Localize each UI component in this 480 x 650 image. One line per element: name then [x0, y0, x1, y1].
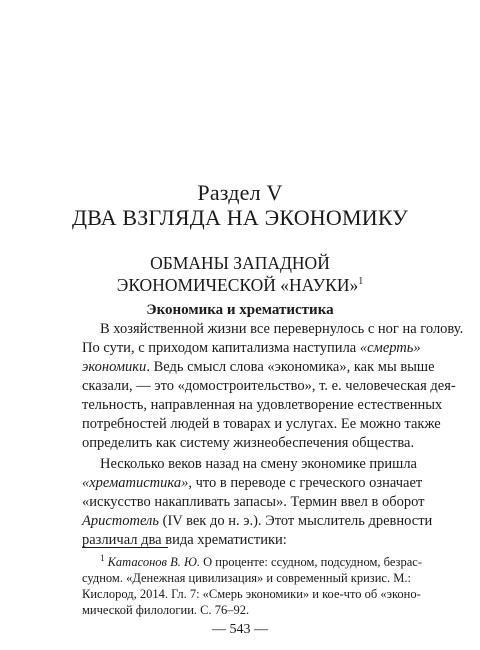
- paragraph-line: [82, 493, 425, 512]
- text-run: определить как систему жизнеобеспечения общества.: [82, 435, 415, 451]
- text-run: тельность, направленная на удовлетворение естественных: [82, 397, 443, 413]
- text-run: О проценте: ссудном, подсудном, безрас-: [200, 555, 422, 569]
- paragraph-1: [82, 320, 464, 453]
- paragraph-line: [82, 474, 423, 493]
- footnote: [82, 552, 422, 618]
- footnote-line: Кислород, 2014. Гл. 7: «Смерь экономики» и кое-что об «эконо-: [82, 587, 421, 601]
- chapter-title: [0, 252, 480, 296]
- section-label: Раздел V: [197, 180, 283, 205]
- italic-term: Аристотель: [82, 513, 159, 529]
- chapter-title-line-2: [0, 274, 480, 296]
- text-run: (IV век до н. э.). Этот мыслитель древности: [158, 513, 433, 529]
- paragraph-line: [82, 339, 421, 358]
- body-text: [82, 320, 464, 550]
- text-run: Несколько веков назад на смену экономике пришла: [100, 456, 417, 472]
- text-run: , что в переводе с греческого означает: [188, 475, 423, 491]
- paragraph-line: [82, 455, 417, 474]
- chapter-footnote-marker[interactable]: 1: [358, 276, 364, 288]
- italic-term: экономики: [82, 359, 147, 375]
- chapter-title-line-2-text: ЭКОНОМИЧЕСКОЙ «НАУКИ»: [116, 275, 359, 295]
- paragraph-2: [82, 455, 433, 550]
- text-run: различал два вида хрематистики:: [82, 532, 287, 548]
- footnote-line: судном. «Денежная цивилизация» и современный кризис. М.:: [82, 571, 411, 585]
- paragraph-line: [82, 512, 433, 531]
- footnote-author: Катасонов В. Ю.: [107, 555, 201, 569]
- italic-term: «хрематистика»: [82, 475, 189, 491]
- text-run: По сути, с приходом капитализма наступила: [82, 340, 360, 356]
- text-run: «искусство накапливать запасы». Термин ввел в оборот: [82, 494, 425, 510]
- footnote-line: [82, 552, 422, 570]
- footnote-marker: 1: [100, 552, 105, 563]
- page-number: — 543 —: [212, 622, 268, 637]
- subsection-title: Экономика и хрематистика: [146, 302, 334, 318]
- chapter-title-line-1: ОБМАНЫ ЗАПАДНОЙ: [150, 253, 330, 273]
- section-title: ДВА ВЗГЛЯДА НА ЭКОНОМИКУ: [71, 205, 409, 230]
- text-run: . Ведь смысл слова «экономика», как мы выше: [146, 359, 435, 375]
- paragraph-line: [82, 358, 435, 377]
- footnote-divider: [82, 547, 168, 548]
- italic-term: «смерть»: [359, 340, 421, 356]
- paragraph-line: [82, 434, 415, 453]
- paragraph-line: [82, 320, 464, 339]
- text-run: сказали, — это «домостроительство», т. е. человеческая дея-: [82, 378, 456, 394]
- paragraph-line: [82, 377, 456, 396]
- text-run: В хозяйственной жизни все перевернулось с ног на голову.: [100, 321, 464, 337]
- text-run: потребностей людей в товарах и услугах. Ее можно также: [82, 416, 441, 432]
- footnote-line: мической филологии. С. 76–92.: [82, 603, 250, 617]
- paragraph-line: [82, 415, 441, 434]
- paragraph-line: [82, 396, 443, 415]
